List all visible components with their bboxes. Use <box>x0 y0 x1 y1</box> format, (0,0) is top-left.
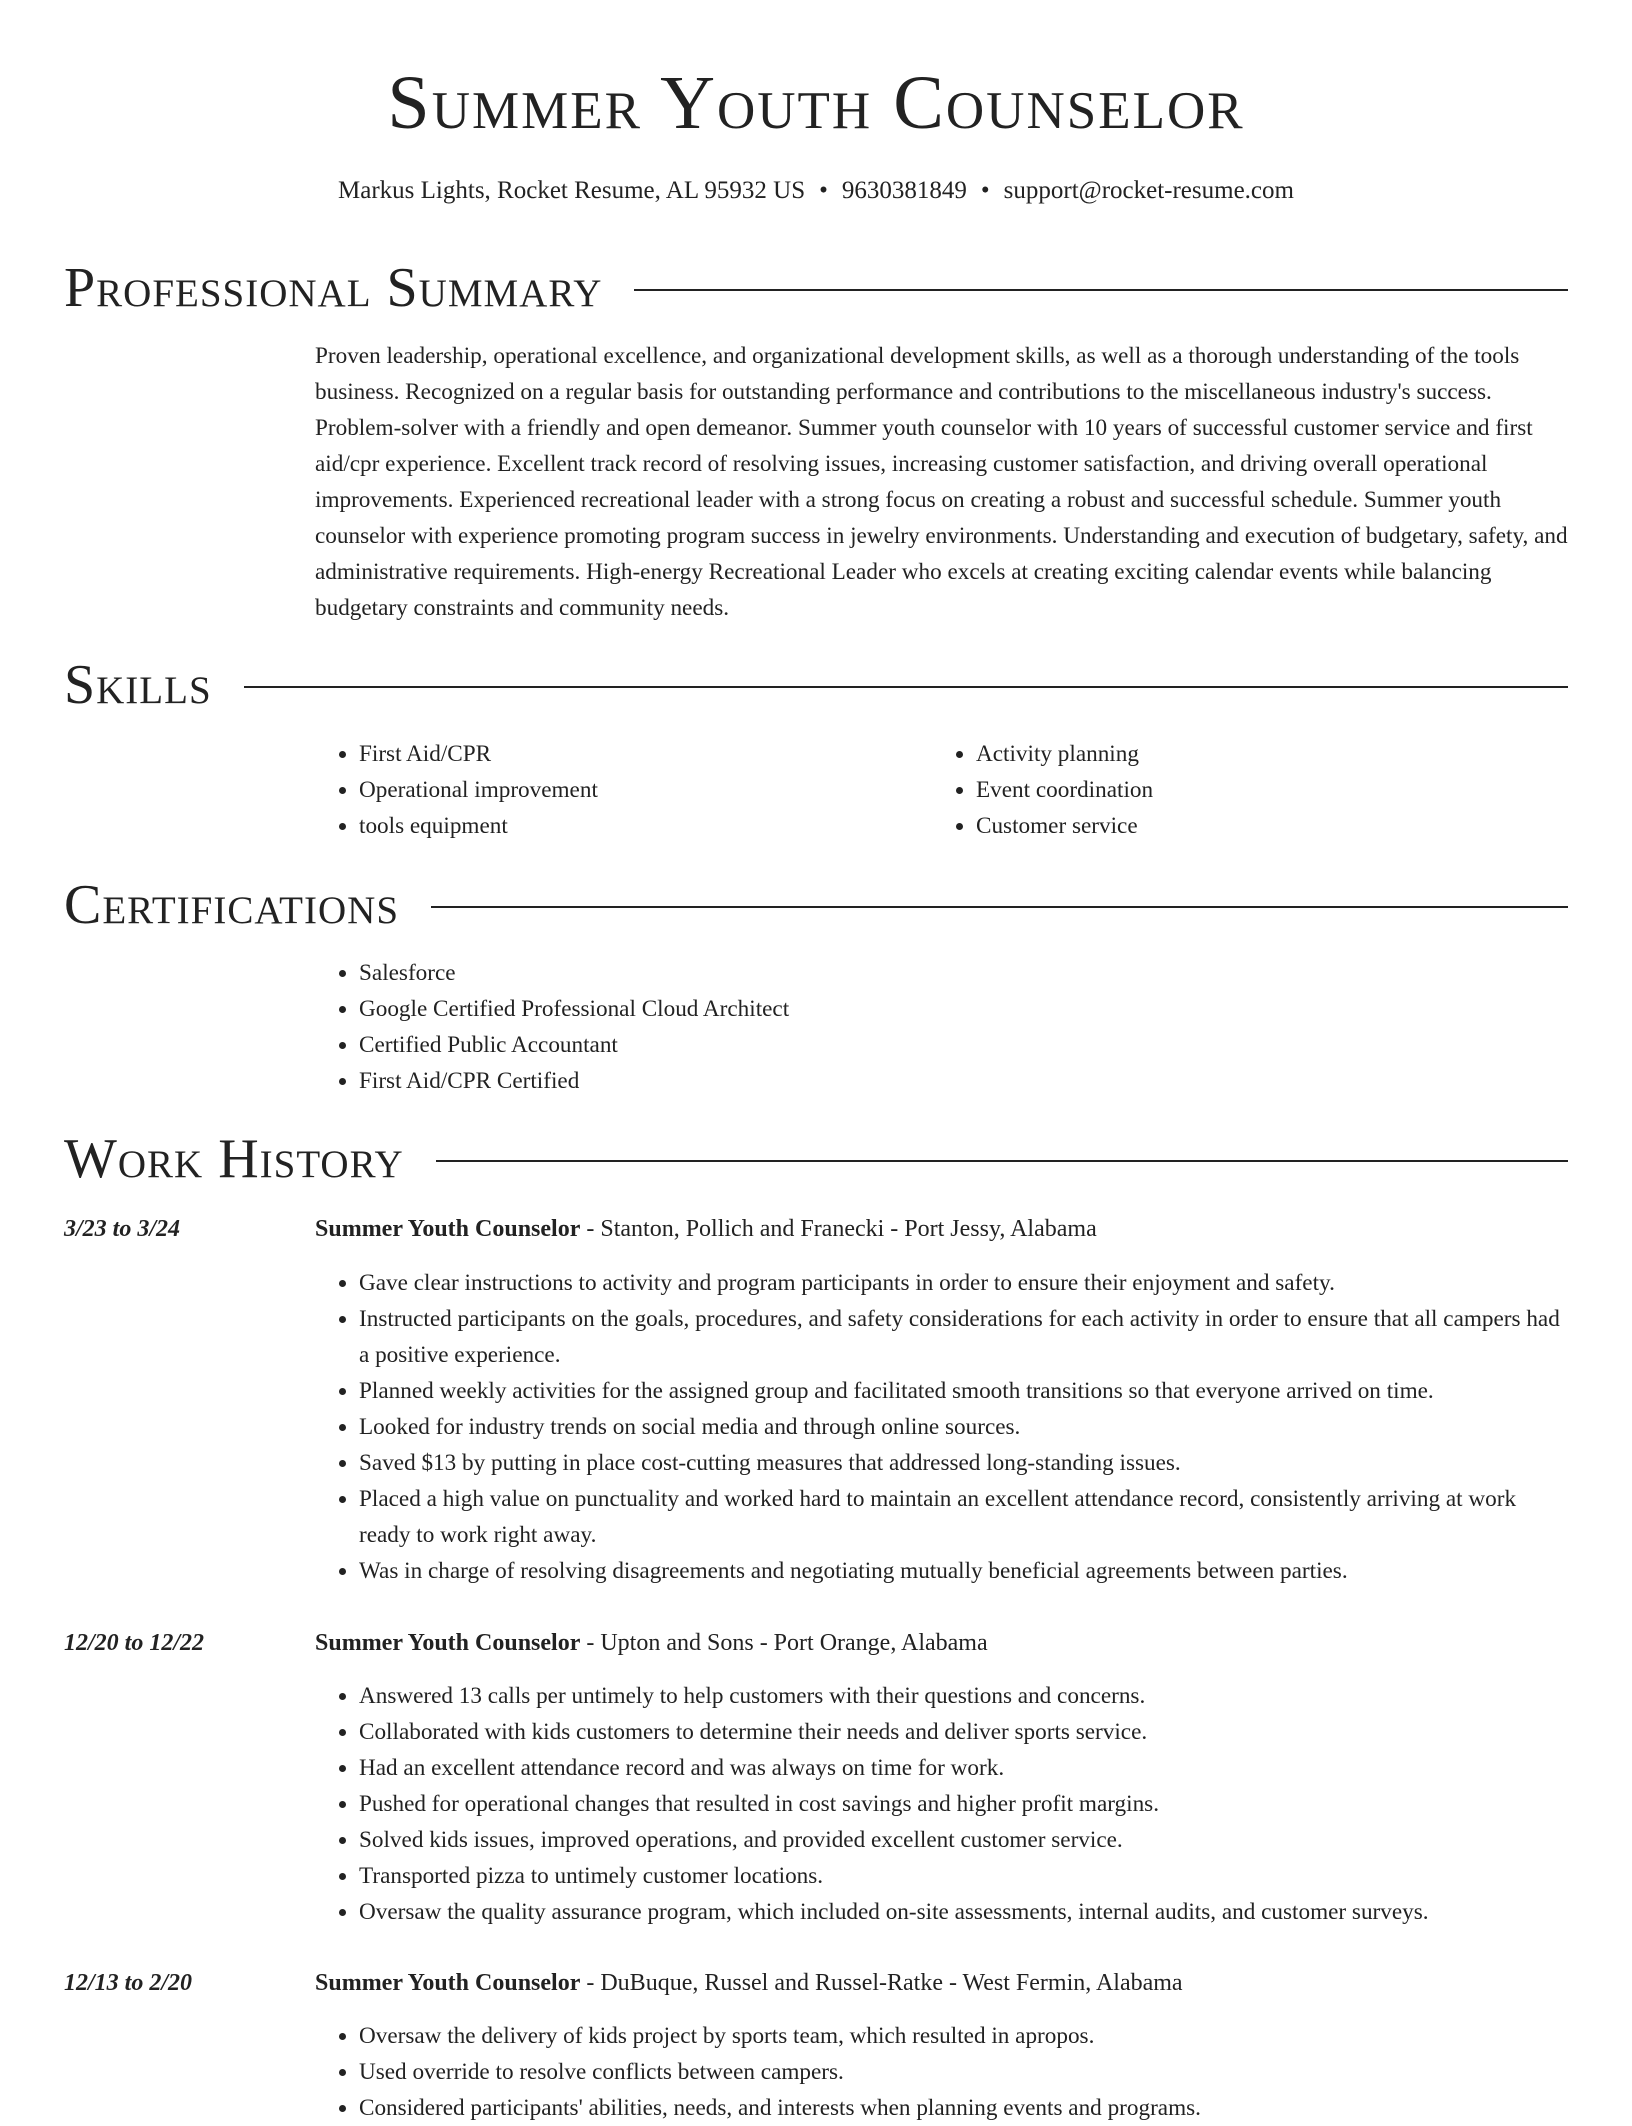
job-bullet: • Transported pizza to untimely customer locations. <box>359 1858 1568 1894</box>
job-heading <box>315 1211 1568 1247</box>
job-bullet: • Considered participants' abilities, needs, and interests when planning events and programs. <box>359 2090 1568 2126</box>
contact-separator: • <box>980 177 990 204</box>
job-bullets <box>315 1265 1568 1589</box>
job-bullets <box>315 1678 1568 1930</box>
contact-phone: 9630381849 <box>841 177 967 204</box>
job-bullet: • Used override to resolve conflicts between campers. <box>359 2054 1568 2090</box>
section-divider <box>634 289 1568 291</box>
skills-column-left <box>315 736 915 844</box>
job-dates: 12/20 to 12/22 <box>64 1630 205 1656</box>
job-bullet: • Gave clear instructions to activity and program participants in order to ensure their enjoyment and safety. <box>359 1265 1568 1301</box>
certification-item: • Salesforce <box>359 955 1515 991</box>
certifications-list <box>315 955 1515 1099</box>
contact-separator: • <box>819 177 828 204</box>
work-history-section-header <box>64 1129 1568 1189</box>
job-dates: 3/23 to 3/24 <box>64 1216 181 1242</box>
job-title: Summer Youth Counselor <box>315 1970 581 1996</box>
job-heading <box>315 1965 1568 2001</box>
job-bullet: • Collaborated with kids customers to determine their needs and deliver sports service. <box>359 1714 1568 1750</box>
skill-item: • Customer service <box>976 808 1532 844</box>
contact-line <box>0 174 1632 208</box>
skills-section-header <box>64 655 1568 715</box>
job-bullet: • Solved kids issues, improved operations, and provided excellent customer service. <box>359 1822 1568 1858</box>
skill-item: • First Aid/CPR <box>359 736 915 772</box>
job-employer-location: - Stanton, Pollich and Franecki - Port Jessy, Alabama <box>580 1216 1097 1242</box>
skill-item: • Operational improvement <box>359 772 915 808</box>
section-divider <box>431 906 1568 908</box>
job-bullet: • Instructed participants on the goals, procedures, and safety considerations for each activity in order to ensure that all campers had a positive experience. <box>359 1301 1568 1373</box>
skills-heading: Skills <box>64 654 212 716</box>
certifications-section-header <box>64 875 1568 935</box>
job-bullet: • Oversaw the quality assurance program, which included on-site assessments, internal audits, and customer surveys. <box>359 1894 1568 1930</box>
job-bullet: • Answered 13 calls per untimely to help customers with their questions and concerns. <box>359 1678 1568 1714</box>
job-employer-location: - DuBuque, Russel and Russel-Ratke - West Fermin, Alabama <box>580 1970 1183 1996</box>
contact-email: support@rocket-resume.com <box>1003 177 1294 204</box>
certification-item: • First Aid/CPR Certified <box>359 1063 1515 1099</box>
certification-item: • Google Certified Professional Cloud Architect <box>359 991 1515 1027</box>
section-divider <box>436 1160 1568 1162</box>
resume-title: Summer Youth Counselor <box>387 61 1245 145</box>
summary-section-header <box>64 258 1568 318</box>
job-bullet: • Looked for industry trends on social media and through online sources. <box>359 1409 1568 1445</box>
contact-address: Markus Lights, Rocket Resume, AL 95932 US <box>338 177 806 204</box>
certifications-heading: Certifications <box>64 874 400 936</box>
job-bullet: • Had an excellent attendance record and was always on time for work. <box>359 1750 1568 1786</box>
job-heading <box>315 1625 1568 1661</box>
skill-item: • Event coordination <box>976 772 1532 808</box>
certification-item: • Certified Public Accountant <box>359 1027 1515 1063</box>
skills-column-right <box>932 736 1532 844</box>
job-bullet: • Pushed for operational changes that resulted in cost savings and higher profit margins. <box>359 1786 1568 1822</box>
job-employer-location: - Upton and Sons - Port Orange, Alabama <box>580 1630 988 1656</box>
job-bullet: • Was in charge of resolving disagreements and negotiating mutually beneficial agreements between parties. <box>359 1553 1568 1589</box>
summary-heading: Professional Summary <box>64 257 603 319</box>
job-bullets <box>315 2018 1568 2126</box>
job-bullet: • Saved $13 by putting in place cost-cutting measures that addressed long-standing issues. <box>359 1445 1568 1481</box>
job-bullet: • Oversaw the delivery of kids project by sports team, which resulted in apropos. <box>359 2018 1568 2054</box>
skill-item: • Activity planning <box>976 736 1532 772</box>
summary-text: Proven leadership, operational excellence, and organizational development skills, as well as a thorough understanding of the tools business. Recognized on a regular basis for outstanding performance and contributions to the miscellaneous industry's success. Problem-solver with a friendly and open demeanor. Summer youth counselor with 10 years of successful customer service and first aid/cpr experience. Excellent track record of resolving issues, increasing customer satisfaction, and driving overall operational improvements. Experienced recreational leader with a strong focus on creating a robust and successful schedule. Summer youth counselor with experience promoting program success in jewelry environments. Understanding and execution of budgetary, safety, and administrative requirements. High-energy Recreational Leader who excels at creating exciting calendar events while balancing budgetary constraints and community needs. <box>315 343 1568 621</box>
section-divider <box>244 686 1568 688</box>
job-bullet: • Placed a high value on punctuality and worked hard to maintain an excellent attendance record, consistently arriving at work ready to work right away. <box>359 1481 1568 1553</box>
job-title: Summer Youth Counselor <box>315 1630 581 1656</box>
skill-item: • tools equipment <box>359 808 915 844</box>
job-bullet: • Planned weekly activities for the assigned group and facilitated smooth transitions so that everyone arrived on time. <box>359 1373 1568 1409</box>
job-title: Summer Youth Counselor <box>315 1216 581 1242</box>
work-history-heading: Work History <box>64 1128 404 1190</box>
job-dates: 12/13 to 2/20 <box>64 1970 193 1996</box>
